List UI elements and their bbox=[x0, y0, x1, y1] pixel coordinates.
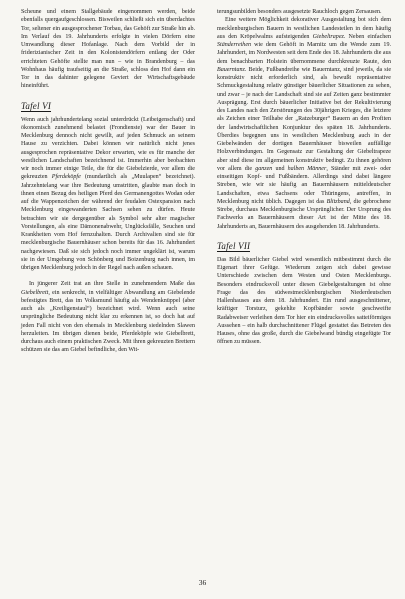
paragraph: terungsunbilden besonders ausgesetzte Rauchloch gegen Zersausen. bbox=[217, 9, 382, 15]
italic-term: ganzen bbox=[255, 165, 273, 172]
italic-term: Blitzband bbox=[326, 198, 350, 205]
left-column bbox=[21, 8, 195, 355]
text-run: , ein senkrecht, in vielfältiger Abwandlung am Giebelende befestigtes Brett, das im Volksmund häufig als Wendenknüppel (aber auch als „Kreiligenstaul“) bezeichnet wird. Wenn auch seine ursprüngliche Bedeutung nicht klar zu erkennen ist, so doch hat auf jeden Fall nicht von den ehemals in Mecklenburg siedelnden Slawen herzuleiten. Im übrigen dienen beide, Pferdeköpfe wie Giebelbrett, durchaus auch einem praktischen Zweck. Mit ihren gekreuzten Brettern schützen sie das am Giebel befindliche, den Wit- bbox=[21, 289, 195, 354]
text-run: und bbox=[272, 165, 288, 172]
text-run: . Neben einfachen bbox=[343, 33, 391, 40]
paragraph bbox=[21, 116, 195, 273]
text-run: Eine weitere Möglichkeit dekorativer Ausgestaltung bot sich dem mecklenburgischen Bauern in westlichen Landesteilen in dem häufig aus den Kröpelwalms aufsteigenden bbox=[217, 17, 391, 40]
text-run: , Ständer mit zwei- oder einseitigen Kopf- und Fußbändern. Allerdings sind dabei längere Streben, wie wir sie häufig an Bauernhäusern mitteldeutscher Landschaften, etwa Sachsens oder Thüringens, antreffen, in Mecklenburg nicht üblich. Dagegen ist das bbox=[217, 165, 391, 205]
italic-term: halben Männer bbox=[287, 165, 327, 172]
italic-term: Giebeltrapez bbox=[312, 33, 344, 40]
text-run: wie dem Gehöft in Marnitz um die Wende zum 19. Jahrhundert, im Nordwesten seit dem Ende des 18. Jahrhunderts die aus dem benachbarten Holstein übernommene durchkreuzte Raute, den bbox=[217, 42, 391, 65]
right-column bbox=[217, 8, 391, 347]
page-number: 36 bbox=[198, 578, 207, 587]
text-run: (mundartlich als „Muulapen“ bezeichnet). Jahrzehntelang war ihre Bedeutung umstritten, glaubte man doch in ihnen einen Bezug des heiligen Pferd des Germanengottes Wodan oder auf die Wappenzeichen der während der feudalen Ostexpansion nach Mecklenburg eingewanderten Sachsen sehen zu dürfen. Heute betrachten wir sie dergegenüber als Symbol sehr alter magischer Vorstellungen, als eine Dämonenabwehr, Unglücksfälle, Seuchen und Krankheiten vom Hof fernzuhalten. Durch Archivalien sind sie für mecklenburgische Bauernhäuser schon bereits für das 16. Jahrhundert nachgewiesen. Daß sie sich jedoch noch immer ungeklärt ist, warum sie in der Umgebung von Schönberg und Boizenburg nach innen, im übrigen Mecklenburg jedoch in der Regel nach außen schauen. bbox=[21, 174, 195, 271]
heading-text: Tafel VI bbox=[21, 100, 52, 111]
paragraph: Scheune und einem Stallgebäude eingenommen werden, beide ebenfalls quergaufgeschlossen. Bisweilen schließt sich ein überdachtes Tor, seltener ein ausgesprochener Torbau, das Gehöft zur Straße hin ab. Im Verlauf des 19. Jahrhunderts erfolgte in vielen Dörfern eine Umwandlung dieser Hofanlage. Nach dem Vorbild der in friderizianischer Zeit in den Kolonistendörfern entlang der Oder errichteten Gehöfte stellte man nun – wie in Brandenburg – das Wohnhaus häufig traufseitig an die Straße, schloss den Hof dann ein Tor in das dahinter gelegene Geviert der Wirtschaftsgebäude hineinführt. bbox=[21, 9, 195, 90]
section-heading-tafel-vi bbox=[21, 101, 195, 112]
text-run: . Beide, Fußbandreihe wie Bauerntanz, sind jeweils, da sie konstruktiv nicht erforderlich sind, als bewußt repräsentative Schmuckgestaltung relativ günstiger bäuerlicher Situationen zu sehen, und zwar – je nach der Landschaft sind sie auf Zeiten ganz bestimmter Ausprägung. Erst durch bäuerlicher Initiative bei der Rekultivierung des Landes nach den Zerstörungen des 30jährigen Krieges, die letztere als Zeichen einer Teilhabe der „Ratzeburger“ Bauern an den Profiten der landwirtschaftlichen Konjunktur des späten 18. Jahrhunderts. Überdies begegnen uns in westlichen Mecklenburg auch in der Giebelwänden der dortigen Bauernhäuser bisweilen auffällige Holzverbindungen. Im Gegensatz zur Gestaltung der Giebeltrapeze aber sind diese im allgemeinen konstruktiv bedingt. Zu ihnen gehören vor allem die bbox=[217, 66, 391, 172]
section-heading-tafel-vii bbox=[217, 241, 391, 252]
text-run: Wenn auch jahrhundertelang sozial unterdrückt (Leibeigenschaft) und ökonomisch zunehmend belastet (Frondienste) war der Bauer in Mecklenburg dennoch nicht gewillt, auf jeden Schmuck an seinem Hause zu verzichten. Dabei können wir natürlich nicht jenes ausgesprochen repräsentative Dekor erwarten, wie es für manche der westlichen Landschaften bezeichnend ist. Immerhin aber beobachten wir noch immer einige Teile, die für die Giebelzierde, vor allem die gekreuzten bbox=[21, 116, 195, 181]
heading-text: Tafel VII bbox=[217, 240, 251, 251]
paragraph bbox=[217, 16, 391, 231]
italic-term: Pferdeköpfe bbox=[51, 174, 81, 181]
paragraph: Das Bild bäuerlicher Giebel wird wesentlich mitbestimmt durch die Eigenart ihrer Gefüge. Wiederum zeigen sich dabei gewisse Unterschiede zwischen dem Westen und Osten Mecklenburgs. Besonders eindrucksvoll unter diesen Giebelgestaltungen ist ohne Frage das des südwestmecklenburgischen Niederdeutschen Hallenhauses aus dem 18. Jahrhundert. Ein rund ausgeschnittener, kräftiger Torsturz, gekehlte Kopfbänder sowie geschweifte Radabweiser verleihen dem Tor hier ein eindrucksvolles satteiförmiges Aussehen – ein halb durchschnittener Flügel gestattet das Betreten des Hauses, ohne das große, durch die Giebelwand bündig eingefügte Tor öffnen zu müssen. bbox=[217, 256, 391, 346]
italic-term: Ständerreihen bbox=[217, 42, 252, 48]
paragraph bbox=[21, 280, 195, 354]
italic-term: Giebelbrett bbox=[21, 289, 49, 296]
text-run: In jüngerer Zeit trat an ihre Stelle in zunehmendem Maße das bbox=[29, 281, 195, 288]
italic-term: Bauerntanz bbox=[217, 66, 245, 73]
text-run: , die gebrochene Strebe, durchaus Mecklenburgische Ursprünglicher. Der Ursprung des Fachwerks an Bauernhäusern dieser Art ist der Mitte des 18. Jahrhunderts an, Bauernhäusern des ausgehenden 18. Jahrhunderts. bbox=[217, 198, 391, 230]
